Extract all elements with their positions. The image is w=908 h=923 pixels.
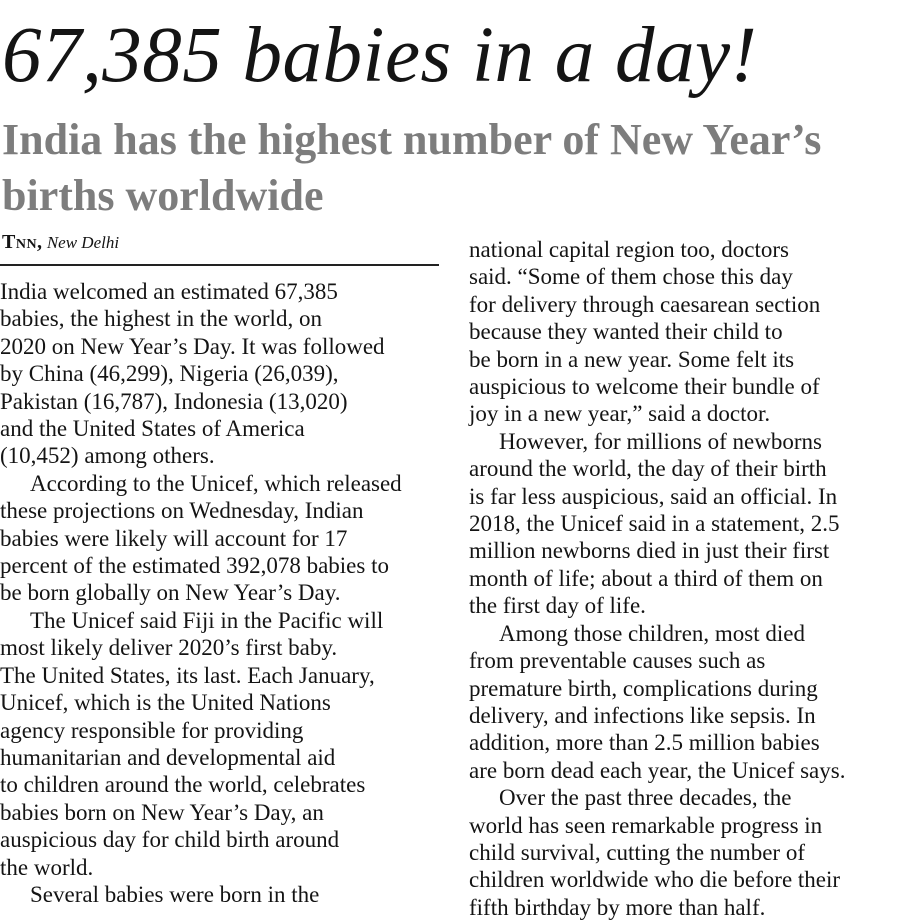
paragraph xyxy=(0,470,440,607)
byline-agency: Tnn, xyxy=(2,231,43,253)
text-line: According to the Unicef, which released xyxy=(30,470,402,496)
text-line: babies born on New Year’s Day, an xyxy=(0,799,324,825)
headline: 67,385 babies in a day! xyxy=(2,12,758,99)
text-line: humanitarian and developmental aid xyxy=(0,744,336,770)
text-line: delivery, and infections like sepsis. In xyxy=(469,702,816,728)
text-line: be born in a new year. Some felt its xyxy=(469,346,795,372)
text-line: children worldwide who die before their xyxy=(469,867,841,893)
text-line: (10,452) among others. xyxy=(0,443,215,469)
text-line: agency responsible for providing xyxy=(0,717,304,743)
text-line: premature birth, complications during xyxy=(469,675,818,701)
byline xyxy=(2,231,439,254)
text-line: from preventable causes such as xyxy=(469,648,766,674)
text-line: are born dead each year, the Unicef says. xyxy=(469,757,846,783)
paragraph xyxy=(0,881,440,908)
text-line: child survival, cutting the number of xyxy=(469,839,805,865)
text-line: addition, more than 2.5 million babies xyxy=(469,730,820,756)
text-line: The United States, its last. Each January, xyxy=(0,662,375,688)
text-line: Pakistan (16,787), Indonesia (13,020) xyxy=(0,388,348,414)
paragraph xyxy=(469,784,906,921)
text-line: fifth birthday by more than half. xyxy=(469,894,766,920)
text-line: babies were likely will account for 17 xyxy=(0,525,348,551)
text-line: India welcomed an estimated 67,385 xyxy=(0,279,338,304)
paragraph xyxy=(469,620,906,784)
text-line: to children around the world, celebrates xyxy=(0,772,366,798)
paragraph xyxy=(0,278,440,470)
text-line: Among those children, most died xyxy=(499,620,805,646)
text-line: auspicious day for child birth around xyxy=(0,827,340,853)
byline-location: New Delhi xyxy=(46,233,120,252)
byline-divider xyxy=(0,264,439,266)
text-line: said. “Some of them chose this day xyxy=(469,264,793,290)
text-line: the first day of life. xyxy=(469,593,646,619)
text-line: be born globally on New Year’s Day. xyxy=(0,580,341,606)
text-line: 2018, the Unicef said in a statement, 2.5 xyxy=(469,511,840,537)
paragraph xyxy=(469,236,906,428)
text-line: The Unicef said Fiji in the Pacific will xyxy=(30,607,384,633)
text-line: around the world, the day of their birth xyxy=(469,456,827,482)
text-line: percent of the estimated 392,078 babies to xyxy=(0,553,389,579)
text-line: million newborns died in just their first xyxy=(469,538,830,564)
paragraph xyxy=(0,607,440,881)
subheadline: India has the highest number of New Year’s births worldwide xyxy=(2,115,822,220)
text-line: auspicious to welcome their bundle of xyxy=(469,374,820,400)
text-line: these projections on Wednesday, Indian xyxy=(0,498,364,524)
text-line: is far less auspicious, said an official. In xyxy=(469,483,838,509)
text-line: babies, the highest in the world, on xyxy=(0,306,322,332)
paragraph xyxy=(469,428,906,620)
text-line: and the United States of America xyxy=(0,416,305,442)
text-line: month of life; about a third of them on xyxy=(469,565,823,591)
text-line: Several babies were born in the xyxy=(30,881,320,907)
text-line: 2020 on New Year’s Day. It was followed xyxy=(0,333,385,359)
text-line: However, for millions of newborns xyxy=(499,428,822,454)
text-line: national capital region too, doctors xyxy=(469,237,789,262)
text-line: world has seen remarkable progress in xyxy=(469,812,823,838)
article-column-right xyxy=(469,236,906,921)
text-line: because they wanted their child to xyxy=(469,319,783,345)
text-line: by China (46,299), Nigeria (26,039), xyxy=(0,361,339,387)
text-line: the world. xyxy=(0,854,94,880)
article-column-left xyxy=(0,278,440,908)
text-line: for delivery through caesarean section xyxy=(469,291,821,317)
text-line: most likely deliver 2020’s first baby. xyxy=(0,635,338,661)
text-line: Over the past three decades, the xyxy=(499,785,792,811)
text-line: Unicef, which is the United Nations xyxy=(0,690,331,716)
text-line: joy in a new year,” said a doctor. xyxy=(469,401,771,427)
